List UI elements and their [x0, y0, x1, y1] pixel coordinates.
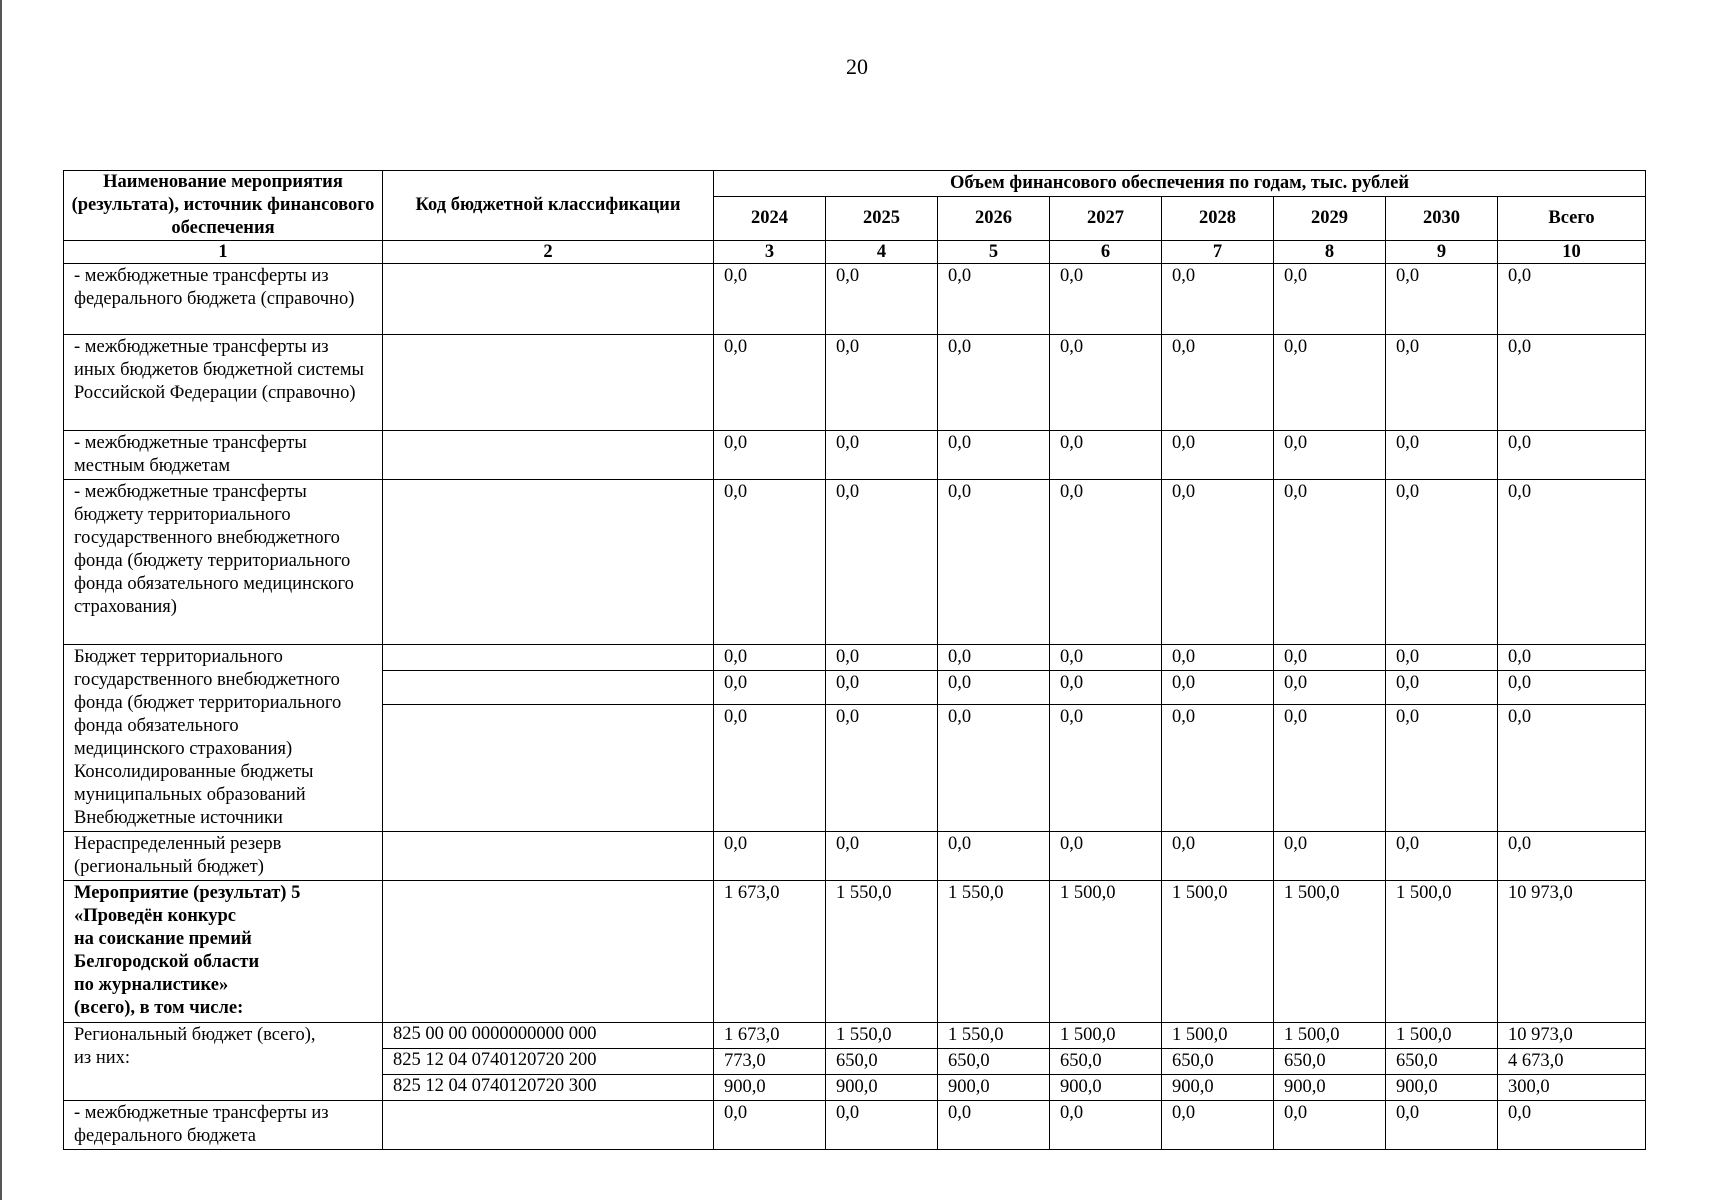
value-cell: 0,0 — [1498, 335, 1646, 431]
regional-budget-name — [64, 1023, 383, 1101]
row-code — [383, 704, 714, 831]
row-name: - межбюджетные трансферты из иных бюджетов бюджетной системы Российской Федерации (справочно) — [64, 335, 383, 431]
value-cell: 0,0 — [1050, 832, 1162, 881]
value-cell: 0,0 — [1050, 645, 1162, 671]
value-cell: 0,0 — [1162, 704, 1274, 831]
value-cell: 900,0 — [714, 1075, 826, 1101]
page-number: 20 — [846, 54, 868, 79]
value-cell: 0,0 — [1498, 1101, 1646, 1150]
row-name: - межбюджетные трансферты бюджету территориального государственного внебюджетного фонда (бюджету территориального фонда обязательного медицинского страхования) — [64, 480, 383, 645]
value-cell: 0,0 — [714, 264, 826, 335]
value-cell: 1 673,0 — [714, 881, 826, 1023]
value-cell: 0,0 — [714, 1101, 826, 1150]
financing-table — [63, 170, 1646, 1150]
value-cell: 0,0 — [714, 335, 826, 431]
value-cell: 0,0 — [1498, 431, 1646, 480]
row-name: - межбюджетные трансферты местным бюджетам — [64, 431, 383, 480]
row-code — [383, 832, 714, 881]
table-row — [64, 431, 1646, 480]
value-cell: 0,0 — [1274, 1101, 1386, 1150]
value-cell: 1 673,0 — [714, 1023, 826, 1049]
value-cell: 0,0 — [1386, 264, 1498, 335]
value-cell: 0,0 — [1162, 480, 1274, 645]
value-cell: 0,0 — [1162, 671, 1274, 704]
value-cell: 1 500,0 — [1274, 881, 1386, 1023]
value-cell: 773,0 — [714, 1049, 826, 1075]
event-name — [64, 881, 383, 1023]
row-name-line: фонда обязательного — [74, 716, 239, 736]
merged-source-names — [64, 645, 383, 832]
value-cell: 0,0 — [714, 431, 826, 480]
budget-code: 825 12 04 0740120720 300 — [383, 1075, 714, 1101]
value-cell: 0,0 — [1498, 832, 1646, 881]
value-cell: 900,0 — [826, 1075, 938, 1101]
value-cell: 1 500,0 — [1274, 1023, 1386, 1049]
value-cell: 0,0 — [1050, 704, 1162, 831]
value-cell: 1 550,0 — [938, 1023, 1050, 1049]
value-cell: 1 500,0 — [1162, 1023, 1274, 1049]
table-row — [64, 1023, 1646, 1049]
value-cell: 650,0 — [826, 1049, 938, 1075]
value-cell: 1 500,0 — [1050, 1023, 1162, 1049]
value-cell: 0,0 — [714, 480, 826, 645]
row-code — [383, 1101, 714, 1150]
column-number: 5 — [938, 241, 1050, 264]
row-name-line: медицинского страхования) — [74, 739, 293, 759]
header-year: 2025 — [826, 196, 938, 240]
table-row — [64, 832, 1646, 881]
value-cell: 1 500,0 — [1386, 1023, 1498, 1049]
budget-code: 825 00 00 0000000000 000 — [383, 1023, 714, 1049]
table-row — [64, 1101, 1646, 1150]
value-cell: 650,0 — [1162, 1049, 1274, 1075]
value-cell: 0,0 — [714, 645, 826, 671]
value-cell: 10 973,0 — [1498, 881, 1646, 1023]
value-cell: 0,0 — [1386, 480, 1498, 645]
value-cell: 0,0 — [1274, 480, 1386, 645]
row-code — [383, 645, 714, 671]
header-year: 2029 — [1274, 196, 1386, 240]
value-cell: 0,0 — [826, 480, 938, 645]
value-cell: 0,0 — [826, 335, 938, 431]
row-name: - межбюджетные трансферты из федерального бюджета (справочно) — [64, 264, 383, 335]
value-cell: 0,0 — [938, 431, 1050, 480]
value-cell: 0,0 — [1274, 704, 1386, 831]
value-cell: 1 550,0 — [826, 881, 938, 1023]
row-name: Нераспределенный резерв (региональный бюджет) — [64, 832, 383, 881]
row-name-line: фонда (бюджет территориального — [74, 693, 342, 713]
value-cell: 0,0 — [1498, 671, 1646, 704]
column-number: 9 — [1386, 241, 1498, 264]
value-cell: 0,0 — [938, 645, 1050, 671]
value-cell: 0,0 — [938, 264, 1050, 335]
column-number: 4 — [826, 241, 938, 264]
value-cell: 0,0 — [1274, 671, 1386, 704]
header-name: Наименование мероприятия (результата), источник финансового обеспечения — [64, 171, 383, 241]
row-code — [383, 431, 714, 480]
row-code — [383, 671, 714, 704]
table-row — [64, 645, 1646, 671]
row-name-line: муниципальных образований — [74, 785, 306, 805]
value-cell: 0,0 — [1050, 264, 1162, 335]
value-cell: 650,0 — [1274, 1049, 1386, 1075]
header-year: 2026 — [938, 196, 1050, 240]
value-cell: 0,0 — [1050, 1101, 1162, 1150]
row-code — [383, 335, 714, 431]
row-name-line: Белгородской области — [74, 952, 260, 972]
value-cell: 0,0 — [1050, 431, 1162, 480]
value-cell: 1 500,0 — [1386, 881, 1498, 1023]
column-number: 10 — [1498, 241, 1646, 264]
column-number: 6 — [1050, 241, 1162, 264]
value-cell: 900,0 — [1274, 1075, 1386, 1101]
row-name-line: (всего), в том числе: — [74, 998, 244, 1018]
value-cell: 0,0 — [1162, 832, 1274, 881]
value-cell: 0,0 — [826, 1101, 938, 1150]
value-cell: 0,0 — [1386, 671, 1498, 704]
row-name-line: из них: — [74, 1048, 131, 1068]
value-cell: 1 550,0 — [938, 881, 1050, 1023]
value-cell: 0,0 — [1386, 832, 1498, 881]
value-cell: 0,0 — [826, 431, 938, 480]
row-name-line: Региональный бюджет (всего), — [74, 1025, 316, 1045]
value-cell: 0,0 — [1498, 264, 1646, 335]
column-number: 3 — [714, 241, 826, 264]
value-cell: 0,0 — [826, 264, 938, 335]
value-cell: 0,0 — [938, 335, 1050, 431]
value-cell: 0,0 — [1050, 671, 1162, 704]
row-code — [383, 480, 714, 645]
value-cell: 0,0 — [1162, 264, 1274, 335]
value-cell: 0,0 — [938, 1101, 1050, 1150]
value-cell: 1 550,0 — [826, 1023, 938, 1049]
row-name-line: государственного внебюджетного — [74, 670, 340, 690]
row-name-line: Внебюджетные источники — [74, 808, 283, 828]
header-year: 2024 — [714, 196, 826, 240]
value-cell: 900,0 — [1386, 1075, 1498, 1101]
value-cell: 0,0 — [1162, 1101, 1274, 1150]
value-cell: 10 973,0 — [1498, 1023, 1646, 1049]
value-cell: 0,0 — [1274, 645, 1386, 671]
table-row — [64, 480, 1646, 645]
header-year: 2028 — [1162, 196, 1274, 240]
value-cell: 4 673,0 — [1498, 1049, 1646, 1075]
value-cell: 0,0 — [1162, 335, 1274, 431]
column-numbers-row — [64, 241, 1646, 264]
row-name-line: по журналистике» — [74, 975, 229, 995]
value-cell: 0,0 — [1386, 335, 1498, 431]
table-header — [64, 171, 1646, 264]
value-cell: 0,0 — [1386, 645, 1498, 671]
value-cell: 0,0 — [1498, 480, 1646, 645]
value-cell: 0,0 — [826, 704, 938, 831]
table-row — [64, 264, 1646, 335]
row-name-line: «Проведён конкурс — [74, 906, 237, 926]
value-cell: 0,0 — [714, 704, 826, 831]
value-cell: 0,0 — [1498, 645, 1646, 671]
value-cell: 650,0 — [1050, 1049, 1162, 1075]
value-cell: 650,0 — [1386, 1049, 1498, 1075]
row-name: - межбюджетные трансферты из федерального бюджета — [64, 1101, 383, 1150]
row-name-line: на соискание премий — [74, 929, 252, 949]
row-name-line: Мероприятие (результат) 5 — [74, 883, 301, 903]
value-cell: 0,0 — [714, 671, 826, 704]
value-cell: 0,0 — [1274, 264, 1386, 335]
row-name-line: Бюджет территориального — [74, 647, 283, 667]
page-edge — [0, 0, 2, 1200]
value-cell: 300,0 — [1498, 1075, 1646, 1101]
value-cell: 0,0 — [1162, 431, 1274, 480]
table-row — [64, 881, 1646, 1023]
column-number: 8 — [1274, 241, 1386, 264]
row-code — [383, 264, 714, 335]
value-cell: 0,0 — [938, 671, 1050, 704]
value-cell: 900,0 — [1050, 1075, 1162, 1101]
value-cell: 0,0 — [714, 832, 826, 881]
value-cell: 1 500,0 — [1162, 881, 1274, 1023]
value-cell: 0,0 — [1274, 335, 1386, 431]
value-cell: 0,0 — [1386, 431, 1498, 480]
value-cell: 0,0 — [1162, 645, 1274, 671]
row-name-line: Консолидированные бюджеты — [74, 762, 314, 782]
header-total: Всего — [1498, 196, 1646, 240]
budget-code: 825 12 04 0740120720 200 — [383, 1049, 714, 1075]
value-cell: 0,0 — [826, 832, 938, 881]
column-number: 2 — [383, 241, 714, 264]
value-cell: 0,0 — [1386, 704, 1498, 831]
value-cell: 0,0 — [1050, 480, 1162, 645]
header-year: 2027 — [1050, 196, 1162, 240]
value-cell: 900,0 — [938, 1075, 1050, 1101]
column-number: 1 — [64, 241, 383, 264]
value-cell: 0,0 — [1274, 431, 1386, 480]
value-cell: 650,0 — [938, 1049, 1050, 1075]
column-number: 7 — [1162, 241, 1274, 264]
value-cell: 0,0 — [1050, 335, 1162, 431]
value-cell: 0,0 — [1274, 832, 1386, 881]
header-code: Код бюджетной классификации — [383, 171, 714, 241]
value-cell: 0,0 — [1386, 1101, 1498, 1150]
value-cell: 0,0 — [938, 480, 1050, 645]
value-cell: 0,0 — [826, 671, 938, 704]
value-cell: 0,0 — [938, 832, 1050, 881]
value-cell: 900,0 — [1162, 1075, 1274, 1101]
value-cell: 1 500,0 — [1050, 881, 1162, 1023]
header-year: 2030 — [1386, 196, 1498, 240]
header-volume: Объем финансового обеспечения по годам, тыс. рублей — [714, 171, 1646, 197]
value-cell: 0,0 — [938, 704, 1050, 831]
row-code — [383, 881, 714, 1023]
value-cell: 0,0 — [1498, 704, 1646, 831]
value-cell: 0,0 — [826, 645, 938, 671]
table-row — [64, 335, 1646, 431]
